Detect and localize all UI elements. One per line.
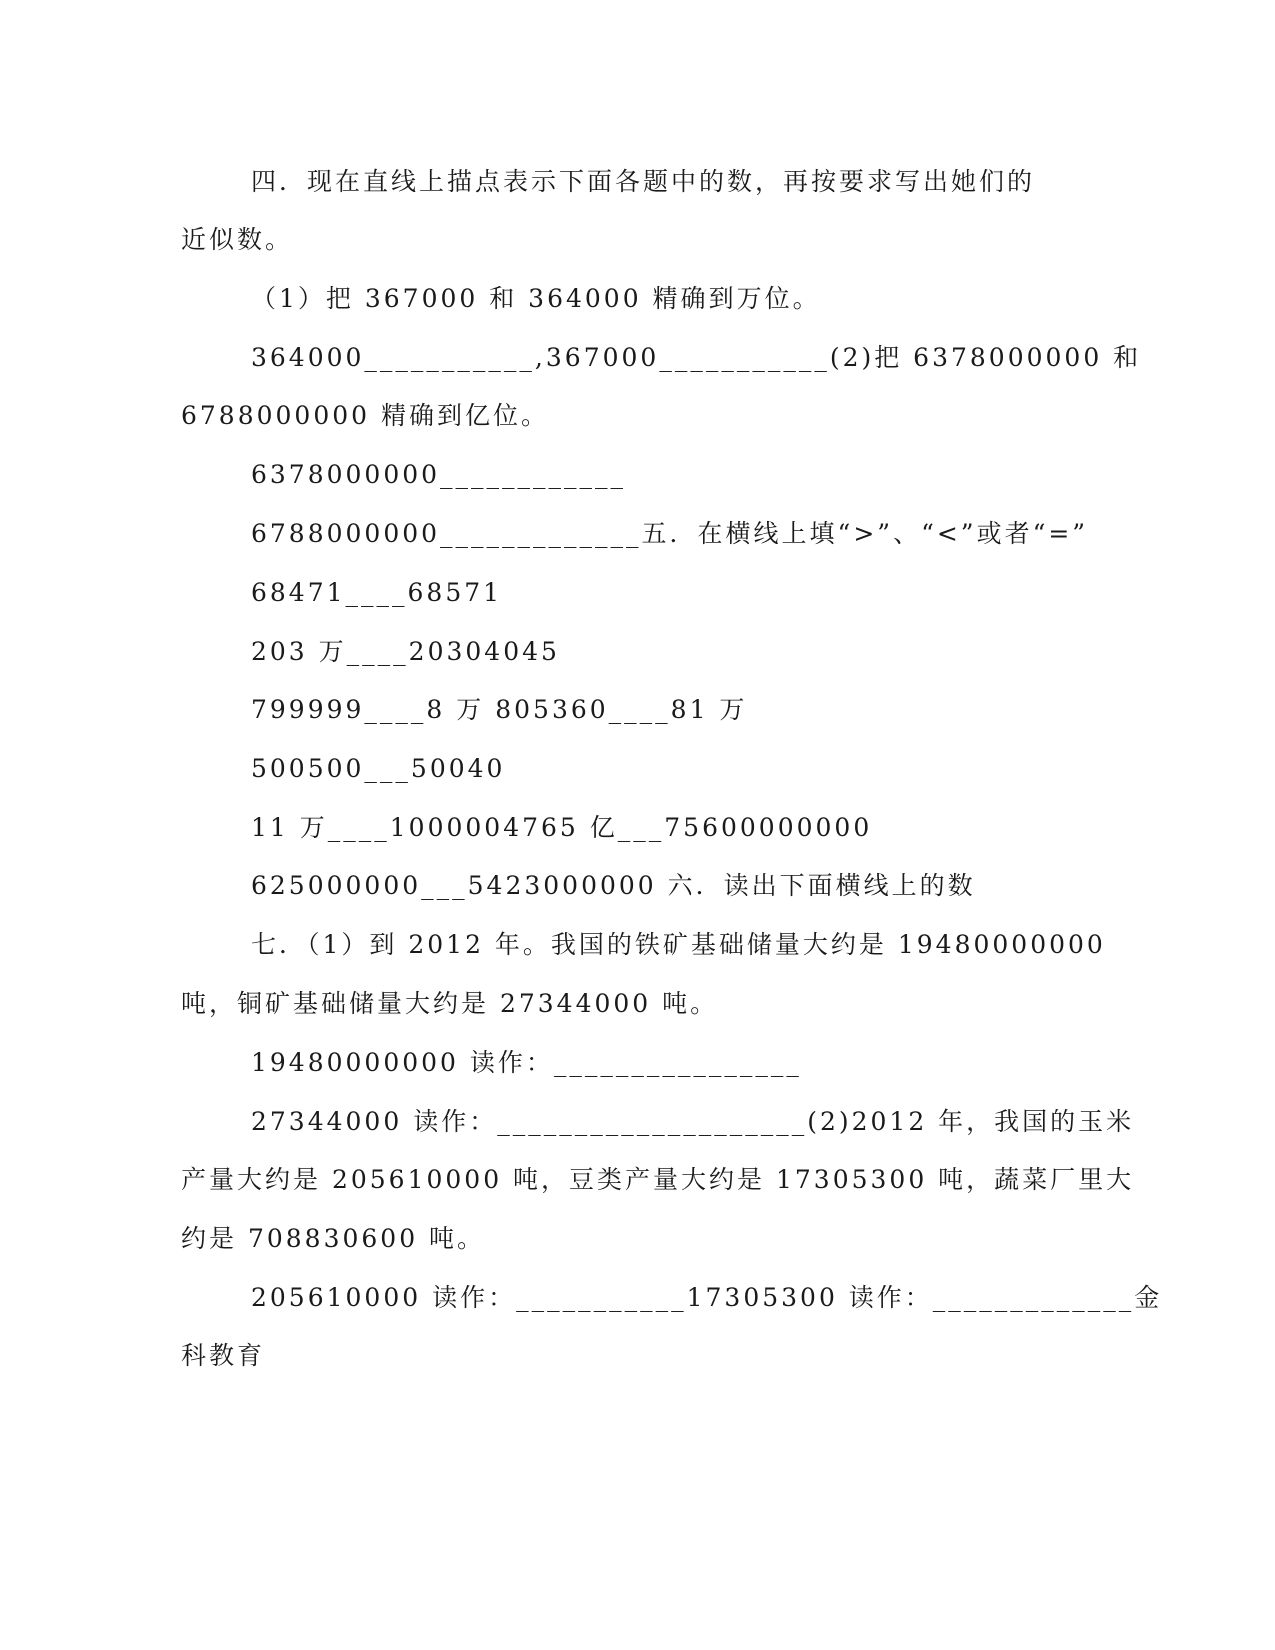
answer-1-and-question-2: 364000___________,367000___________(2)把 6378000000 和 (251, 343, 1142, 372)
section-seven-question-1-cont: 吨，铜矿基础储量大约是 27344000 吨。 (181, 989, 719, 1018)
answer-2a: 6378000000____________ (251, 460, 627, 489)
question-2-cont-b: 约是 708830600 吨。 (181, 1224, 486, 1253)
section-four-heading: 四．现在直线上描点表示下面各题中的数，再按要求写出她们的 (251, 167, 1036, 196)
read-answers-3-4: 205610000 读作：___________17305300 读作：_____________金 (251, 1283, 1163, 1312)
section-four-heading-cont: 近似数。 (181, 225, 294, 254)
question-2-cont-a: 产量大约是 205610000 吨，豆类产量大约是 17305300 吨，蔬菜厂里大 (181, 1165, 1135, 1194)
compare-3: 799999____8 万 805360____81 万 (251, 695, 748, 724)
compare-6-and-section-six: 625000000___5423000000 六．读出下面横线上的数 (251, 871, 976, 900)
read-answer-2-and-question-2: 27344000 读作：____________________(2)2012 年，我国的玉米 (251, 1107, 1135, 1136)
compare-5: 11 万____1000004765 亿___75600000000 (251, 813, 873, 842)
footer-text: 科教育 (181, 1341, 266, 1370)
question-1: （1）把 367000 和 364000 精确到万位。 (251, 284, 821, 313)
compare-4: 500500___50040 (251, 754, 506, 783)
read-answer-1: 19480000000 读作：________________ (251, 1048, 802, 1077)
section-seven-question-1: 七．（1）到 2012 年。我国的铁矿基础储量大约是 19480000000 (251, 930, 1106, 959)
compare-1: 68471____68571 (251, 578, 503, 607)
question-2-cont: 6788000000 精确到亿位。 (181, 401, 550, 430)
answer-2b-and-section-five: 6788000000_____________五．在横线上填“>”、“<”或者“=” (251, 519, 1089, 548)
compare-2: 203 万____20304045 (251, 637, 560, 666)
